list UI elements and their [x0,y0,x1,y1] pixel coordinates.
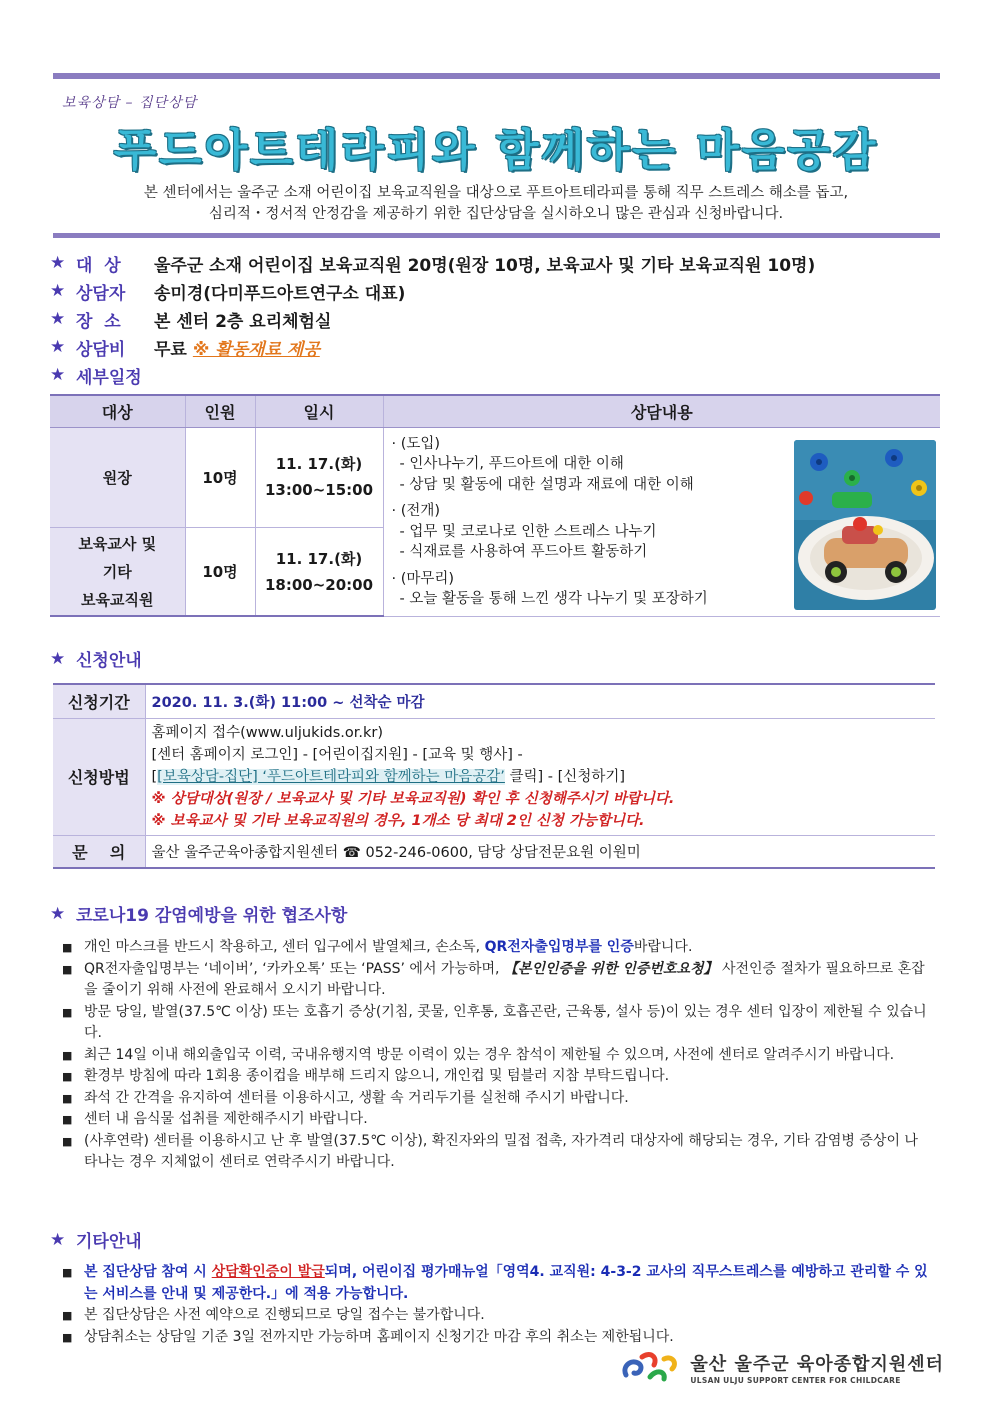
fee-note: ※ 활동재료 제공 [192,339,320,360]
food-art-image [794,440,936,610]
place-value: 본 센터 2층 요리체험실 [154,311,332,332]
row-target-line-1: 보육교사 및 [78,534,157,553]
covid-b1-tail: 바랍니다. [633,939,693,955]
method-value [145,718,935,835]
counselor-value: 송미경(다미푸드아트연구소 대표) [154,283,406,304]
top-divider [53,73,940,79]
fee-label: 상담비 [76,339,126,360]
table-row [50,427,940,528]
header-target: 대상 [50,395,185,427]
row-target [50,528,185,616]
list-item: ■ 센터 내 음식물 섭취를 제한해주시기 바랍니다. [62,1109,928,1131]
info-schedule [50,363,154,387]
other-b1-text: 본 집단상담 참여 시 [84,1264,212,1280]
star-icon: ★ [50,337,66,357]
list-item [62,937,928,959]
row-time: 18:00~20:00 [264,575,374,594]
application-table [53,683,935,869]
star-icon: ★ [50,903,66,924]
info-fee [50,335,320,359]
center-logo-icon [620,1349,682,1385]
row-time: 13:00~15:00 [264,481,374,500]
target-label: 대 상 [76,255,121,276]
row-datetime [255,427,383,528]
list-item: ■ (사후연락) 센터를 이용하시고 난 후 발열(37.5℃ 이상), 확진자와의 밀접 접촉, 자가격리 대상자에 해당되는 경우, 기타 감염병 증상이 나타나는 경우 지체없이 센터로 연락주시기 바랍니다. [62,1131,928,1174]
content-end-1: - 오늘 활동을 통해 느낀 생각 나누기 및 포장하기 [399,591,708,607]
other-b1-red: 상담확인증이 발급 [211,1264,325,1280]
content-cell [383,427,940,616]
star-icon: ★ [50,253,66,273]
covid-list [62,937,928,1174]
method-bracket: [ [151,768,158,785]
section-application-title [50,646,142,671]
schedule-header-row [50,395,940,427]
place-label: 장 소 [76,311,121,332]
star-icon: ★ [50,365,66,385]
content-end-head: · (마무리) [391,570,455,587]
star-icon: ★ [50,309,66,329]
intro-line-1: 본 센터에서는 울주군 소재 어린이집 보육교직원을 대상으로 푸트아트테라피를 통해 직무 스트레스 해소를 돕고, [143,185,849,201]
program-link[interactable]: [보육상담-집단] ‘푸드아트테라피와 함께하는 마음공감’ [157,768,505,785]
method-line-3-tail: 클릭] - [신청하기] [504,768,625,785]
fee-value: 무료 [154,339,187,360]
info-place [50,307,331,331]
row-count: 10명 [185,528,255,616]
schedule-label: 세부일정 [76,367,142,388]
row-date: 11. 17.(화) [275,549,363,568]
footer-org-ko: 울산 울주군 육아종합지원센터 [690,1353,944,1375]
covid-b1-em: QR전자출입명부를 인증 [484,939,634,955]
list-item: ■ 방문 당일, 발열(37.5℃ 이상) 또는 호흡기 증상(기침, 콧물, 인후통, 호흡곤란, 근육통, 설사 등)이 있는 경우 센터 입장이 제한될 수 있습니다. [62,1002,928,1045]
row-target-line-2: 기타 [102,562,132,581]
covid-b1-text: 개인 마스크를 반드시 착용하고, 센터 입구에서 발열체크, 손소독, [84,939,485,955]
list-item: ■ 좌석 간 간격을 유지하여 센터를 이용하시고, 생활 속 거리두기를 실천해 주시기 바랍니다. [62,1088,928,1110]
method-note-2: ※ 보육교사 및 기타 보육교직원의 경우, 1개소 당 최대 2인 신청 가능합니다. [151,812,645,829]
content-intro-head: · (도입) [391,435,441,452]
list-item [62,1262,928,1305]
list-item: ■ 본 집단상담은 사전 예약으로 진행되므로 당일 접수는 불가합니다. [62,1305,928,1327]
category-subtitle: 보육상담 – 집단상담 [62,95,198,111]
counselor-label: 상담자 [76,283,126,304]
contact-label: 문 의 [53,835,145,868]
list-item: ■ 환경부 방침에 따라 1회용 종이컵을 배부해 드리지 않으니, 개인컵 및 텀블러 지참 부탁드립니다. [62,1066,928,1088]
other-b1-tail: 되며, 어린이집 평가매뉴얼「영역4. 교직원: 4-3-2 교사의 직무스트레스를 예방하고 관리할 수 있는 서비스를 안내 및 제공한다.」에 적용 가능합니다. [84,1264,928,1302]
content-intro-1: - 인사나누기, 푸드아트에 대한 이해 [399,456,624,472]
content-intro-2: - 상담 및 활동에 대한 설명과 재료에 대한 이해 [399,476,694,493]
intro-divider [53,233,940,238]
contact-row [53,835,935,868]
intro-text [60,183,932,225]
header-date: 일시 [255,395,383,427]
page-title: 푸드아트테라피와 함께하는 마음공감 [113,125,879,176]
row-target-line-3: 보육교직원 [81,590,154,609]
row-count: 10명 [185,427,255,528]
list-item [62,959,928,1002]
period-label: 신청기간 [53,684,145,718]
info-target [50,251,815,275]
method-line-2: [센터 홈페이지 로그인] - [어린이집지원] - [교육 및 행사] - [151,746,523,763]
intro-line-2: 심리적・정서적 안정감을 제공하기 위한 집단상담을 실시하오니 많은 관심과 신청바랍니다. [208,206,784,222]
covid-b2-tail: 사전인증 절차가 필요하므로 혼잡을 줄이기 위해 사전에 완료해서 오시기 바랍니다. [84,960,925,998]
section-covid-label: 코로나19 감염예방을 위한 협조사항 [76,906,348,926]
info-counselor [50,279,405,303]
method-row [53,718,935,835]
footer-logo [620,1349,944,1385]
star-icon: ★ [50,648,66,669]
content-dev-2: - 식재료를 사용하여 푸드아트 활동하기 [399,544,648,560]
contact-value: 울산 울주군육아종합지원센터 ☎ 052-246-0600, 담당 상담전문요원 이원미 [145,835,935,868]
target-value: 울주군 소재 어린이집 보육교직원 20명(원장 10명, 보육교사 및 기타 보육교직원 10명) [154,255,816,276]
section-covid-title [50,901,347,926]
star-icon: ★ [50,281,66,301]
period-row [53,684,935,718]
content-dev-head: · (전개) [391,503,441,519]
method-note-1: ※ 상담대상(원장 / 보육교사 및 기타 보육교직원) 확인 후 신청해주시기 바랍니다. [151,790,675,807]
schedule-table [50,394,940,617]
other-list [62,1262,928,1348]
header-content: 상담내용 [383,395,940,427]
row-target: 원장 [50,427,185,528]
section-other-title [50,1227,142,1252]
list-item: ■ 최근 14일 이내 해외출입국 이력, 국내유행지역 방문 이력이 있는 경우 참석이 제한될 수 있으며, 사전에 센터로 알려주시기 바랍니다. [62,1045,928,1067]
section-other-label: 기타안내 [76,1232,142,1252]
row-datetime [255,528,383,616]
method-line-3 [152,766,930,788]
star-icon: ★ [50,1229,66,1250]
footer-org [690,1350,944,1385]
method-label: 신청방법 [53,718,145,835]
list-item: ■ 상담취소는 상담일 기준 3일 전까지만 가능하며 홈페이지 신청기간 마감 후의 취소는 제한됩니다. [62,1327,928,1348]
row-date: 11. 17.(화) [275,455,363,474]
footer-org-en: ULSAN ULJU SUPPORT CENTER FOR CHILDCARE [690,1375,901,1385]
header-count: 인원 [185,395,255,427]
covid-b2-em: 【본인인증을 위한 인증번호요청】 [503,960,718,977]
method-line-1: 홈페이지 접수(www.uljukids.or.kr) [151,724,384,741]
content-dev-1: - 업무 및 코로나로 인한 스트레스 나누기 [399,523,657,540]
section-application-label: 신청안내 [76,651,142,671]
period-value: 2020. 11. 3.(화) 11:00 ~ 선착순 마감 [145,684,935,718]
covid-b2-text: QR전자출입명부는 ‘네이버’, ‘카카오톡’ 또는 ‘PASS’ 에서 가능하며, [84,960,504,977]
